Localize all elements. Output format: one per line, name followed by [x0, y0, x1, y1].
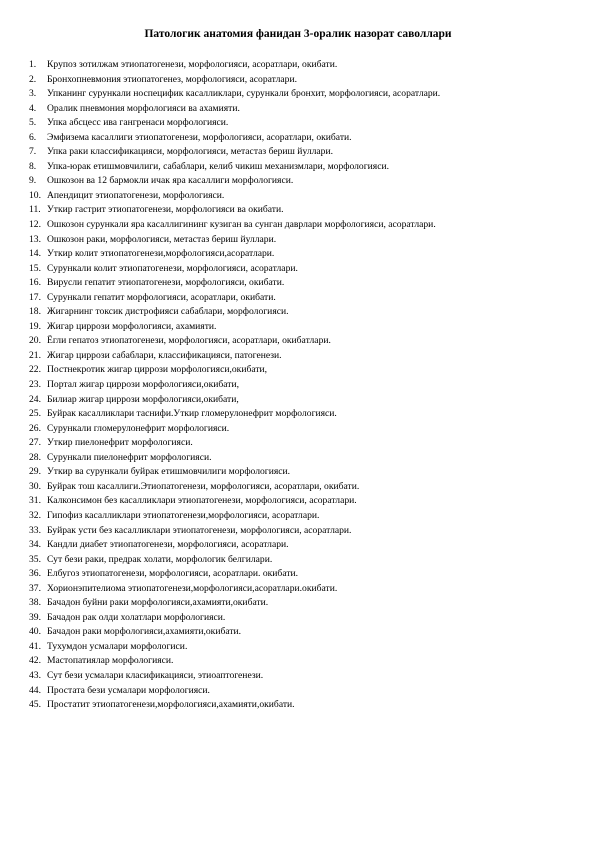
question-item	[29, 262, 569, 277]
question-number: 16.	[29, 277, 41, 289]
question-number: 18.	[29, 306, 41, 318]
question-text: Сурункали пиелонефрит морфологияси.	[47, 451, 212, 463]
question-item	[29, 553, 569, 568]
question-item	[29, 698, 569, 713]
question-item	[29, 494, 569, 509]
question-text: Кандли диабет этиопатогенези, морфологияси, асоратлари.	[47, 539, 289, 551]
question-number: 12.	[29, 219, 41, 231]
question-text: Билиар жигар циррози морфологияси,окибати,	[47, 393, 239, 405]
question-number: 34.	[29, 539, 41, 551]
question-item	[29, 378, 569, 393]
question-number: 27.	[29, 437, 41, 449]
question-text: Оралик пневмония морфологияси ва ахамияти.	[47, 102, 240, 114]
question-number: 28.	[29, 451, 41, 463]
question-number: 25.	[29, 408, 41, 420]
question-text: Буйрак касалликлари таснифи.Уткир гломерулонефрит морфологияси.	[47, 408, 337, 420]
question-text: Уткир ва сурункали буйрак етишмовчилиги морфологияси.	[47, 466, 291, 478]
question-number: 35.	[29, 553, 41, 565]
question-item	[29, 669, 569, 684]
question-text: Сурункали гломерулонефрит морфологияси.	[47, 422, 230, 434]
question-item	[29, 291, 569, 306]
question-number: 30.	[29, 480, 41, 492]
question-text: Буйрак тош касаллиги.Этиопатогенези, морфологияси, асоратлари, окибати.	[47, 480, 360, 492]
question-text: Бачадон буйни раки морфологияси,ахамияти,окибати.	[47, 597, 269, 609]
question-item	[29, 480, 569, 495]
question-item	[29, 218, 569, 233]
question-number: 1.	[29, 59, 37, 70]
question-item	[29, 160, 569, 175]
question-number: 24.	[29, 393, 41, 405]
question-number: 21.	[29, 349, 41, 361]
question-text: Ошкозон ва 12 бармокли ичак яра касаллиги морфологияси.	[47, 175, 294, 187]
question-number: 19.	[29, 320, 41, 332]
document-title: Патологик анатомия фанидан 3-оралик назорат саволлари	[144, 28, 452, 40]
question-item	[29, 334, 569, 349]
question-item	[29, 131, 569, 146]
question-text: Ёгли гепатоз этиопатогенези, морфологияси, асоратлари, окибатлари.	[47, 335, 331, 347]
question-text: Буйрак усти без касалликлари этиопатогенези, морфологияси, асоратлари.	[47, 524, 352, 536]
question-number: 41.	[29, 640, 41, 652]
question-number: 29.	[29, 466, 41, 478]
question-number: 4.	[29, 102, 37, 114]
question-item	[29, 567, 569, 582]
question-number: 37.	[29, 582, 41, 594]
question-text: Тухумдон усмалари морфологиси.	[47, 640, 188, 652]
question-item	[29, 436, 569, 451]
question-item	[29, 684, 569, 699]
question-number: 43.	[29, 669, 41, 681]
question-item	[29, 320, 569, 335]
question-text: Апендицит этиопатогенези, морфологияси.	[47, 189, 225, 201]
question-text: Упканинг сурункали носпецифик касалликлари, сурункали бронхит, морфологияси, асоратлари.	[47, 88, 441, 100]
question-number: 7.	[29, 146, 37, 158]
question-item	[29, 349, 569, 364]
question-number: 20.	[29, 335, 41, 347]
question-item	[29, 189, 569, 204]
question-item	[29, 73, 569, 88]
question-item	[29, 276, 569, 291]
question-number: 22.	[29, 364, 41, 376]
question-item	[29, 524, 569, 539]
question-item	[29, 305, 569, 320]
question-item	[29, 393, 569, 408]
question-number: 2.	[29, 73, 37, 85]
question-text: Крупоз зотилжам этиопатогенези, морфологияси, асоратлари, окибати.	[47, 59, 338, 70]
question-item	[29, 640, 569, 655]
question-number: 36.	[29, 568, 41, 580]
question-text: Жигар циррози сабаблари, классификацияси, патогенези.	[47, 349, 282, 361]
question-text: Бронхопневмония этиопатогенез, морфологияси, асоратлари.	[47, 73, 297, 85]
question-number: 15.	[29, 262, 41, 274]
question-item	[29, 145, 569, 160]
question-number: 9.	[29, 175, 37, 187]
question-number: 6.	[29, 131, 37, 143]
question-text: Мастопатиялар морфологияси.	[47, 655, 174, 667]
question-number: 14.	[29, 248, 41, 260]
question-text: Калконсимон без касалликлари этиопатогенези, морфологияси, асоратлари.	[47, 495, 357, 507]
question-text: Простатит этиопатогенези,морфологияси,ахамияти,окибати.	[47, 699, 295, 711]
question-number: 44.	[29, 684, 41, 696]
question-text: Постнекротик жигар циррози морфологияси,окибати,	[47, 364, 268, 376]
question-number: 11.	[29, 204, 41, 216]
question-text: Упка абсцесс ива гангренаси морфологияси.	[47, 117, 229, 129]
question-number: 31.	[29, 495, 41, 507]
question-number: 10.	[29, 189, 41, 201]
question-number: 8.	[29, 160, 37, 172]
question-item	[29, 87, 569, 102]
question-text: Сут бези усмалари класификацияси, этиоаптогенези.	[47, 669, 264, 681]
question-number: 32.	[29, 509, 41, 521]
question-text: Бачадон раки морфологияси,ахамияти,окибати.	[47, 626, 242, 638]
question-number: 17.	[29, 291, 41, 303]
question-text: Гипофиз касалликлари этиопатогенези,морфологияси, асоратлари.	[47, 509, 320, 521]
question-number: 39.	[29, 611, 41, 623]
question-text: Эмфизема касаллиги этиопатогенези, морфологияси, асоратлари, окибати.	[47, 131, 352, 143]
question-text: Уткир гастрит этиопатогенези, морфологияси ва окибати.	[47, 204, 284, 216]
question-item	[29, 203, 569, 218]
question-text: Елбугоз этиопатогенези, морфологияси, асоратлари. окибати.	[47, 568, 299, 580]
question-text: Уткир пиелонефрит морфологияси.	[47, 437, 193, 449]
question-item	[29, 625, 569, 640]
question-number: 42.	[29, 655, 41, 667]
question-item	[29, 407, 569, 422]
question-number: 40.	[29, 626, 41, 638]
question-item	[29, 538, 569, 553]
question-item	[29, 363, 569, 378]
question-number: 33.	[29, 524, 41, 536]
question-item	[29, 465, 569, 480]
question-item	[29, 58, 569, 73]
question-number: 26.	[29, 422, 41, 434]
question-text: Сут бези раки, предрак холати, морфологик белгилари.	[47, 553, 273, 565]
question-number: 38.	[29, 597, 41, 609]
question-text: Ошкозон раки, морфологияси, метастаз бериш йуллари.	[47, 233, 277, 245]
question-text: Вирусли гепатит этиопатогенези, морфологияси, окибати.	[47, 277, 285, 289]
question-item	[29, 116, 569, 131]
question-number: 13.	[29, 233, 41, 245]
question-number: 5.	[29, 117, 37, 129]
question-text: Сурункали гепатит морфологияси, асоратлари, окибати.	[47, 291, 276, 303]
question-item	[29, 451, 569, 466]
question-item	[29, 422, 569, 437]
question-item	[29, 654, 569, 669]
question-list	[29, 58, 569, 713]
question-item	[29, 233, 569, 248]
question-number: 23.	[29, 379, 41, 391]
question-text: Хорионэпителиома этиопатогенези,морфологияси,асоратлари.окибати.	[47, 582, 338, 594]
question-text: Упка-юрак етишмовчилиги, сабаблари, келиб чикиш механизмлари, морфологияси.	[47, 160, 390, 172]
question-text: Бачадон рак олди холатлари морфологияси.	[47, 611, 226, 623]
question-item	[29, 582, 569, 597]
question-item	[29, 247, 569, 262]
question-item	[29, 509, 569, 524]
question-text: Жигар циррози морфологияси, ахамияти.	[47, 320, 217, 332]
question-text: Уткир колит этиопатогенези,морфологияси,асоратлари.	[47, 248, 275, 260]
question-item	[29, 174, 569, 189]
question-text: Портал жигар циррози морфологияси,окибати,	[47, 379, 239, 391]
question-text: Ошкозон сурункали яра касаллигининг кузиган ва сунган даврлари морфологияси, асоратлари.	[47, 219, 436, 231]
question-item	[29, 596, 569, 611]
question-item	[29, 611, 569, 626]
question-text: Жигарнинг токсик дистрофияси сабаблари, морфологияси.	[47, 306, 289, 318]
question-number: 3.	[29, 88, 37, 100]
question-text: Упка раки классификацияси, морфологияси, метастаз бериш йуллари.	[47, 146, 333, 158]
question-text: Сурункали колит этиопатогенези, морфологияси, асоратлари.	[47, 262, 298, 274]
question-text: Простата бези усмалари морфологияси.	[47, 684, 210, 696]
question-number: 45.	[29, 699, 41, 711]
question-item	[29, 102, 569, 117]
